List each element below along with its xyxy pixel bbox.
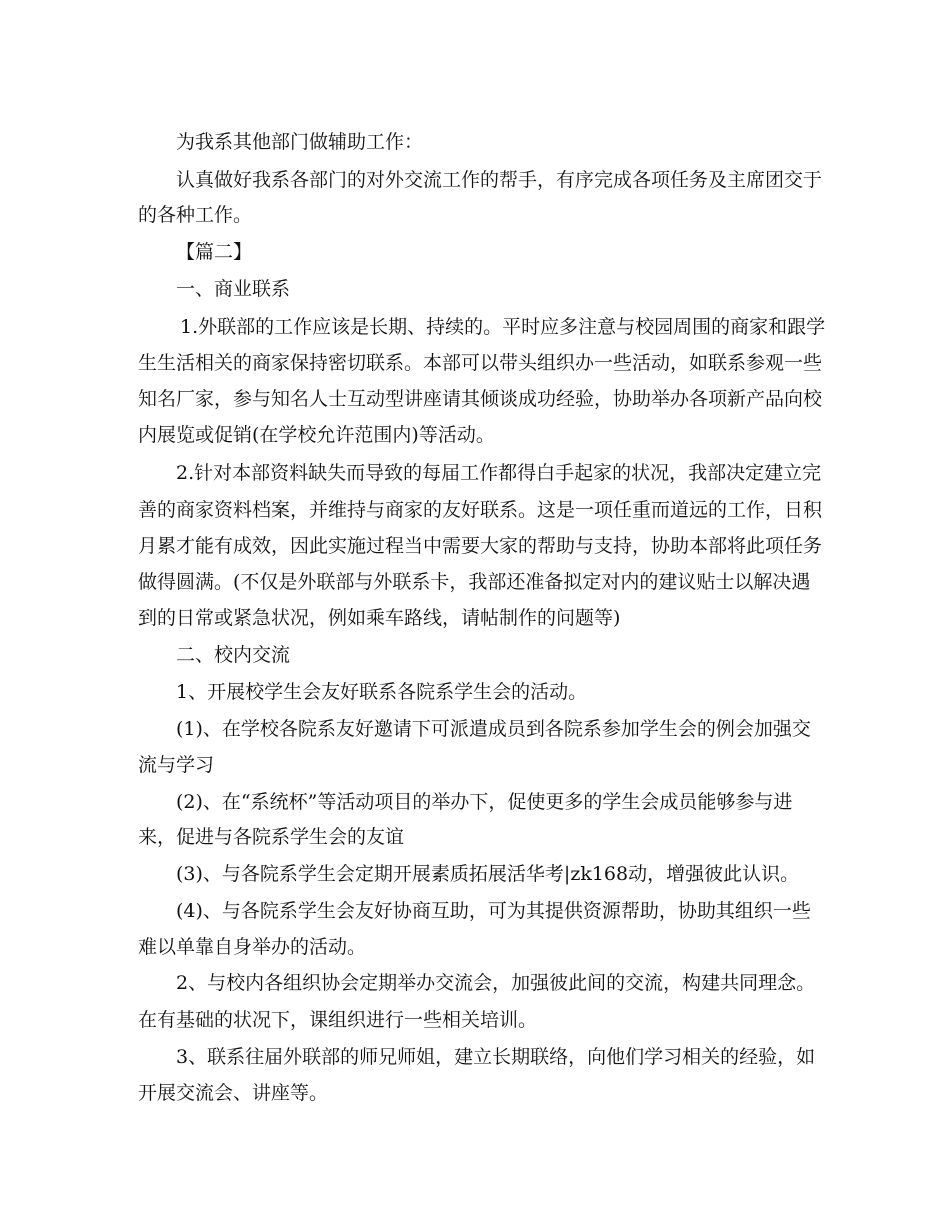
text-line: 生生活相关的商家保持密切联系。本部可以带头组织办一些活动，如联系参观一些 (138, 352, 823, 374)
text-line: (1)、在学校各院系友好邀请下可派遣成员到各院系参加学生会的例会加强交 (176, 718, 811, 740)
section-heading: 一、商业联系 (176, 278, 291, 300)
text-line: 认真做好我系各部门的对外交流工作的帮手，有序完成各项任务及主席团交于 (176, 169, 823, 191)
text-line: 知名厂家，参与知名人士互动型讲座请其倾谈成功经验，协助举办各项新产品向校 (138, 388, 823, 410)
text-line: 善的商家资料档案，并维持与商家的友好联系。这是一项任重而道远的工作，日积 (138, 499, 823, 521)
text-line: (2)、在“系统杯”等活动项目的举办下，促使更多的学生会成员能够参与进 (176, 791, 793, 813)
text-line: 1、开展校学生会友好联系各院系学生会的活动。 (176, 681, 588, 703)
text-line: 为我系其他部门做辅助工作： (176, 131, 424, 153)
text-line: 2.针对本部资料缺失而导致的每届工作都得白手起家的状况，我部决定建立完 (176, 462, 822, 484)
text-line: (3)、与各院系学生会定期开展素质拓展活华考|zk168动，增强彼此认识。 (176, 863, 800, 885)
section-heading: 【篇二】 (176, 241, 253, 263)
text-line: 1.外联部的工作应该是长期、持续的。平时应多注意与校园周围的商家和跟学 (180, 316, 826, 338)
text-line: 在有基础的状况下，课组织进行一些相关培训。 (138, 1009, 538, 1031)
text-line: 的各种工作。 (138, 204, 253, 226)
text-line: 月累才能有成效，因此实施过程当中需要大家的帮助与支持，协助本部将此项任务 (138, 535, 823, 557)
section-heading: 二、校内交流 (176, 644, 291, 666)
text-line: 开展交流会、讲座等。 (138, 1082, 329, 1104)
text-line: (4)、与各院系学生会友好协商互助，可为其提供资源帮助，协助其组织一些 (176, 900, 811, 922)
text-line: 来，促进与各院系学生会的友谊 (138, 826, 405, 848)
text-line: 流与学习 (138, 754, 215, 776)
text-line: 内展览或促销(在学校允许范围内)等活动。 (138, 424, 495, 446)
text-line: 难以单靠自身举办的活动。 (138, 936, 367, 958)
text-line: 做得圆满。(不仅是外联部与外联系卡，我部还准备拟定对内的建议贴士以解决遇 (138, 571, 811, 593)
text-line: 2、与校内各组织协会定期举办交流会，加强彼此间的交流，构建共同理念。 (176, 972, 816, 994)
text-line: 3、联系往届外联部的师兄师姐，建立长期联络，向他们学习相关的经验，如 (176, 1046, 816, 1068)
text-line: 到的日常或紧急状况，例如乘车路线，请帖制作的问题等) (138, 607, 621, 629)
